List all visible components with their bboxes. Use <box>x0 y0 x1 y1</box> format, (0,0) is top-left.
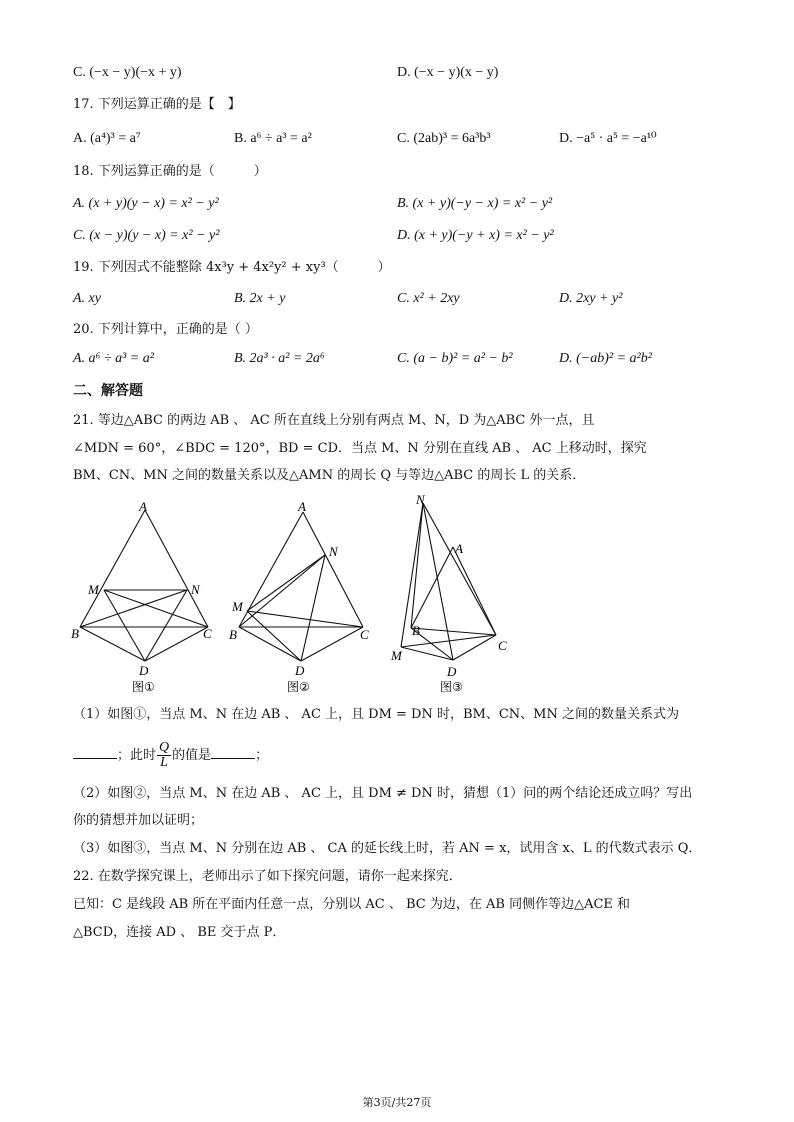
page-footer: 第3页/共27页 <box>362 1096 432 1109</box>
figure-2 <box>225 498 385 698</box>
q19-option-b: B. 2x + y <box>234 291 286 306</box>
fig3-caption: 图③ <box>440 680 463 694</box>
q20-option-d: D. (−ab)² = a²b² <box>559 351 652 366</box>
q17-option-c: C. (2ab)³ = 6a³b³ <box>397 131 491 146</box>
q18-option-d: D. (x + y)(−y + x) = x² − y² <box>397 228 554 243</box>
q21-part1-line1: （1）如图①，当点 M、N 在边 AB 、 AC 上，且 DM = DN 时，BM、CN、MN 之间的数量关系式为 <box>73 707 679 722</box>
fig1-label-a: A <box>139 499 147 514</box>
figure-1 <box>66 498 226 698</box>
fig2-label-m: M <box>232 599 243 614</box>
fig3-label-a: A <box>455 541 463 556</box>
q22-line2: 已知：C 是线段 AB 所在平面内任意一点，分别以 AC 、 BC 为边，在 AB 同侧作等边△ACE 和 <box>73 897 631 912</box>
fig2-label-n: N <box>329 544 338 559</box>
q21-line3: BM、CN、MN 之间的数量关系以及△AMN 的周长 Q 与等边△ABC 的周长 L 的关系． <box>73 468 586 483</box>
fig2-label-a: A <box>298 499 306 514</box>
fig1-caption: 图① <box>132 680 155 694</box>
q21-part1-text-b: 的值是 <box>172 748 212 763</box>
q18-option-a: A. (x + y)(y − x) = x² − y² <box>73 196 219 211</box>
q16-option-d: D. (−x − y)(x − y) <box>397 65 499 80</box>
q21-part2-line2: 你的猜想并加以证明； <box>73 813 204 828</box>
q17-stem: 17. 下列运算正确的是【 】 <box>73 97 241 112</box>
fig3-label-m: M <box>391 648 402 663</box>
q21-part3-line1: （3）如图③，当点 M、N 分别在边 AB 、 CA 的延长线上时，若 AN = x，试用含 x、L 的代数式表示 Q． <box>73 841 702 856</box>
fig2-label-d: D <box>295 663 305 678</box>
q22-line3: △BCD，连接 AD 、 BE 交于点 P． <box>73 925 286 940</box>
answer-blank-2[interactable] <box>211 746 255 759</box>
q18-option-c: C. (x − y)(y − x) = x² − y² <box>73 228 220 243</box>
q17-option-d: D. −a⁵ · a⁵ = −a¹⁰ <box>559 131 657 146</box>
q19-stem: 19. 下列因式不能整除 4x³y + 4x²y² + xy³（ ） <box>73 260 391 275</box>
q17-option-b: B. a⁶ ÷ a³ = a² <box>234 131 312 146</box>
fig3-label-n: N <box>416 492 425 507</box>
q21-part1-text-c: ； <box>255 748 269 763</box>
q19-option-a: A. xy <box>73 291 101 306</box>
figure-3 <box>383 490 518 700</box>
q22-line1: 22. 在数学探究课上，老师出示了如下探究问题，请你一起来探究． <box>73 869 462 884</box>
q20-option-b: B. 2a³ · a² = 2a⁶ <box>234 351 325 366</box>
fraction-numerator: Q <box>159 740 170 755</box>
q17-option-a: A. (a⁴)³ = a⁷ <box>73 131 141 146</box>
fraction-denominator: L <box>160 755 168 770</box>
q18-option-b: B. (x + y)(−y − x) = x² − y² <box>397 196 553 211</box>
fig2-label-c: C <box>360 627 369 642</box>
fig1-label-m: M <box>88 582 99 597</box>
q21-line1: 21. 等边△ABC 的两边 AB 、 AC 所在直线上分别有两点 M、N，D 为△ABC 外一点，且 <box>73 413 595 428</box>
q18-stem: 18. 下列运算正确的是（ ） <box>73 164 267 179</box>
q19-option-c: C. x² + 2xy <box>397 291 460 306</box>
fig2-caption: 图② <box>287 680 310 694</box>
q20-option-a: A. a⁶ ÷ a³ = a² <box>73 351 154 366</box>
fig1-label-c: C <box>203 626 212 641</box>
section-title: 二、解答题 <box>73 383 143 399</box>
q20-option-c: C. (a − b)² = a² − b² <box>397 351 513 366</box>
fig3-label-d: D <box>447 664 457 679</box>
fig1-label-b: B <box>71 626 79 641</box>
q20-stem: 20. 下列计算中，正确的是（ ） <box>73 322 258 337</box>
q21-part2-line1: （2）如图②，当点 M、N 在边 AB 、 AC 上，且 DM ≠ DN 时，猜想（1）问的两个结论还成立吗？写出 <box>73 786 693 801</box>
answer-blank-1[interactable] <box>73 746 117 759</box>
q21-part1-text-a: ；此时 <box>117 748 157 763</box>
fig3-label-c: C <box>498 638 507 653</box>
fig2-label-b: B <box>229 627 237 642</box>
q21-line2: ∠MDN = 60°，∠BDC = 120°，BD = CD．当点 M、N 分别在直线 AB 、 AC 上移动时，探究 <box>73 441 647 456</box>
q19-option-d: D. 2xy + y² <box>559 291 623 306</box>
fig3-label-b: B <box>412 623 420 638</box>
fig1-label-n: N <box>191 582 200 597</box>
q16-option-c: C. (−x − y)(−x + y) <box>73 65 182 80</box>
fig1-label-d: D <box>139 663 149 678</box>
q21-part1-line2 <box>73 738 268 774</box>
q-over-l-fraction <box>157 741 171 770</box>
